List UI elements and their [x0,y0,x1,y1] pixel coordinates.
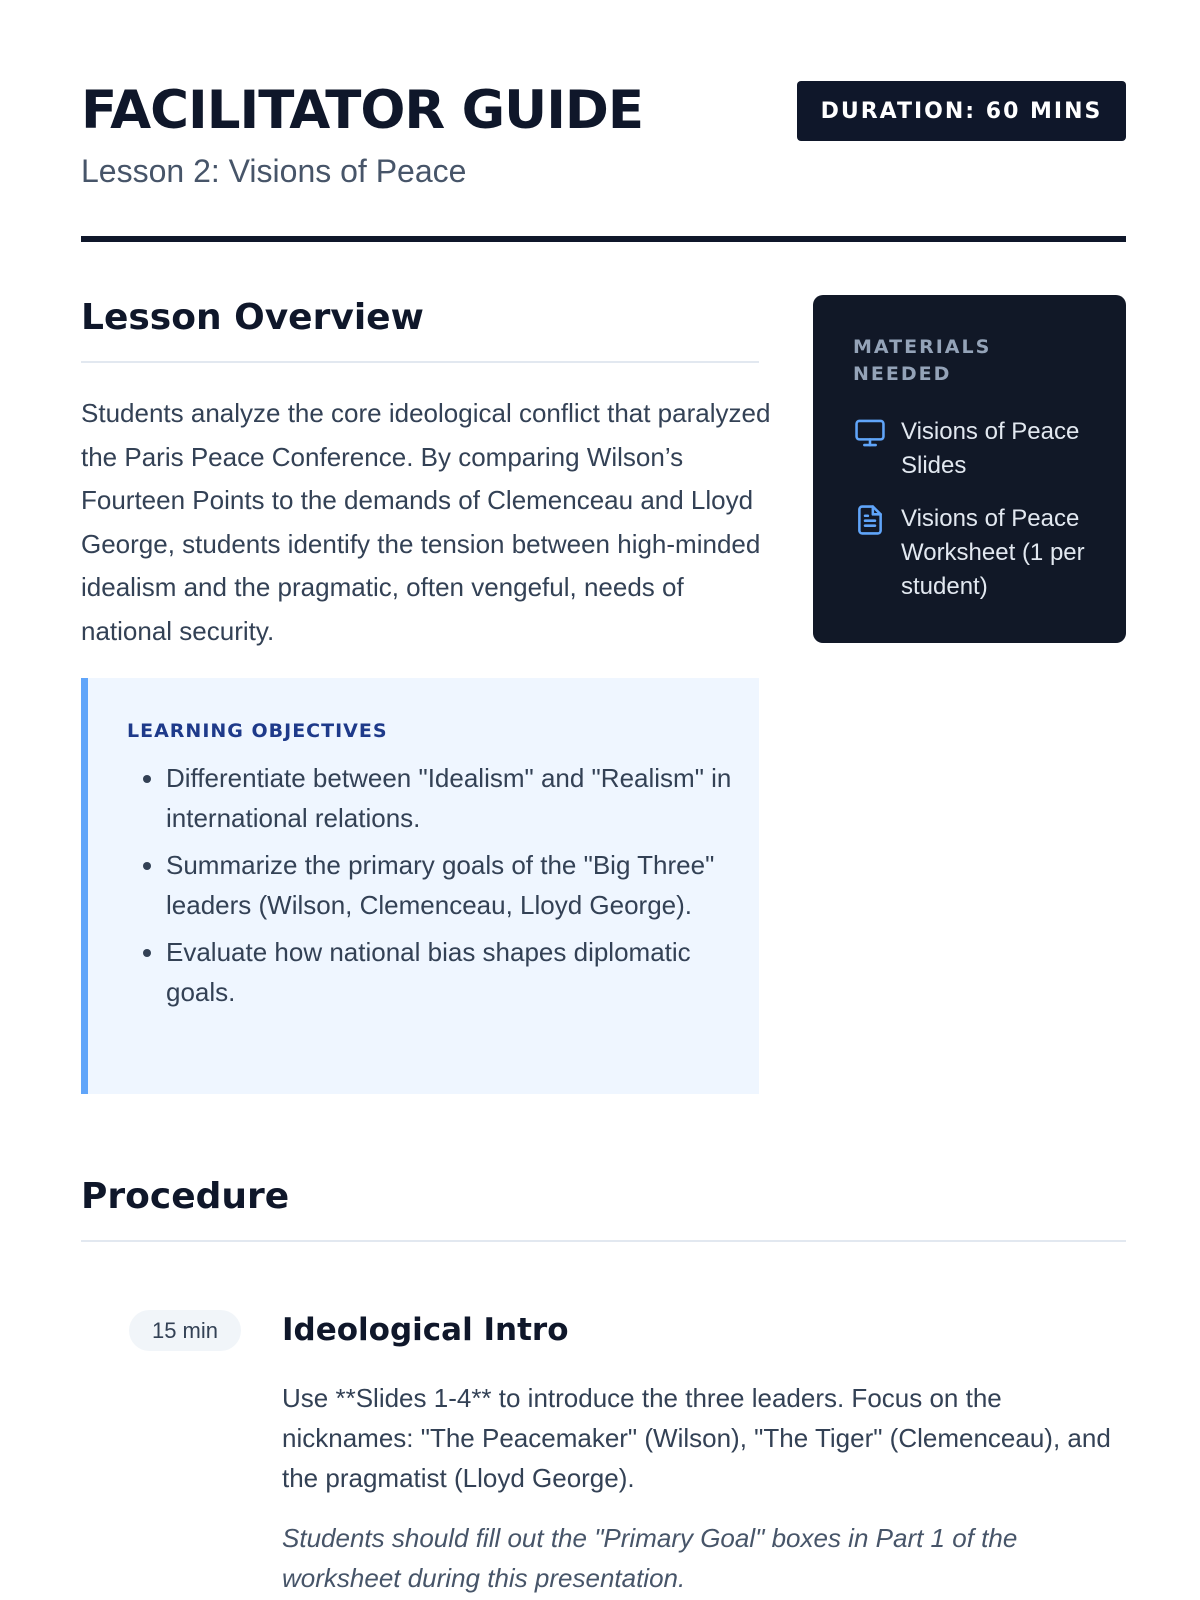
monitor-icon [853,416,887,450]
objective-item: • Evaluate how national bias shapes diplomatic goals. [166,932,736,1012]
step-title: Ideological Intro [282,1312,569,1348]
objective-item: • Summarize the primary goals of the "Big Three" leaders (Wilson, Clemenceau, Lloyd George). [166,845,736,925]
material-label: Visions of Peace Worksheet (1 per student) [901,505,1085,600]
page-title: FACILITATOR GUIDE [81,80,644,141]
guide-header [81,70,1126,242]
procedure-heading: Procedure [81,1176,290,1217]
lesson-subtitle: Lesson 2: Visions of Peace [81,153,467,189]
overview-divider [81,361,759,363]
overview-paragraph: Students analyze the core ideological conflict that paralyzed the Paris Peace Conference. By comparing Wilson’s Fourteen Points to the demands of Clemenceau and Lloyd George, students identify the tension between high-minded idealism and the pragmatic, often vengeful, needs of national security. [81,398,771,646]
document-icon [853,503,887,537]
step-instructions: Use **Slides 1-4** to introduce the three leaders. Focus on the nicknames: "The Peacemaker" (Wilson), "The Tiger" (Clemenceau), and the pragmatist (Lloyd George). [282,1383,1111,1493]
step-note: Students should fill out the "Primary Goal" boxes in Part 1 of the worksheet during this presentation. [282,1523,1018,1593]
objectives-list [166,758,736,1019]
header-divider [81,236,1126,242]
materials-card [813,295,1126,643]
objective-item: • Differentiate between "Idealism" and "Realism" in international relations. [166,758,736,838]
learning-objectives-box [81,678,759,1094]
overview-heading: Lesson Overview [81,297,424,338]
objectives-title: LEARNING OBJECTIVES [127,720,388,742]
materials-title: MATERIALS NEEDED [853,336,992,385]
procedure-divider [81,1240,1126,1242]
step-time-badge: 15 min [129,1310,241,1351]
duration-badge: DURATION: 60 MINS [797,81,1126,141]
material-item-slides [853,415,1103,483]
material-label: Visions of Peace Slides [901,418,1080,479]
material-item-worksheet [853,502,1103,604]
